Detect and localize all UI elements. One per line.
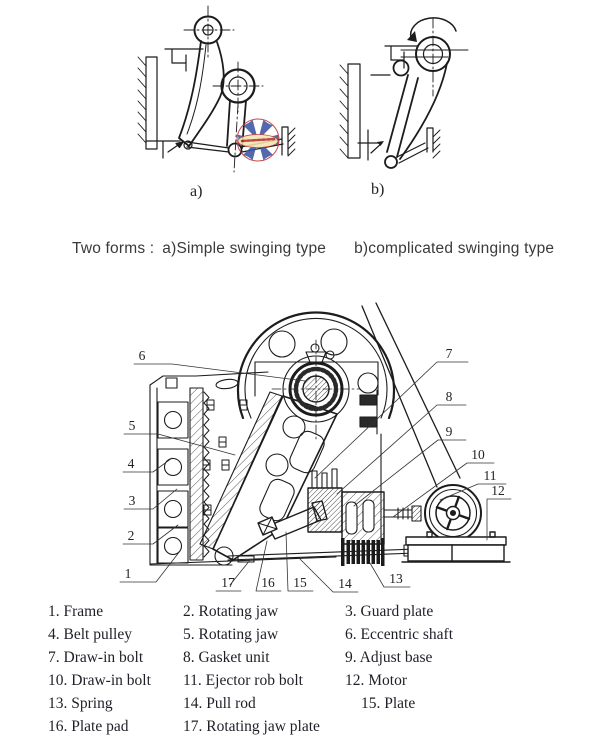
callout-8: 8 (445, 389, 453, 404)
caption-type-a: a)Simple swinging type (162, 240, 327, 257)
pivot-joint (184, 6, 234, 58)
callout-12: 12 (491, 483, 505, 498)
jaw-bolts (158, 402, 188, 563)
part-item: 14. Pull rod (183, 695, 256, 712)
callout-1: 1 (124, 566, 132, 581)
eccentric-and-rod (213, 62, 263, 172)
part-item: 2. Rotating jaw (183, 603, 279, 620)
callout-17: 17 (221, 575, 235, 590)
part-item: 4. Belt pulley (48, 626, 132, 643)
part-item: 6. Eccentric shaft (345, 626, 454, 643)
pull-rod (228, 549, 416, 560)
part-item: 9. Adjust base (345, 649, 433, 666)
part-item: 5. Rotating jaw (183, 626, 279, 643)
motor-base (402, 532, 510, 562)
callout-7: 7 (445, 346, 453, 361)
part-item: 12. Motor (345, 672, 407, 689)
part-item (345, 715, 568, 738)
fixed-wall (340, 64, 360, 158)
part-item: 17. Rotating jaw plate (183, 718, 320, 735)
callout-5: 5 (128, 418, 136, 433)
callout-6: 6 (138, 348, 146, 363)
parts-row (48, 623, 568, 646)
frame-top (150, 372, 268, 390)
caption-prefix: Two forms : (72, 240, 155, 257)
part-item: 10. Draw-in bolt (48, 672, 151, 689)
callout-13: 13 (389, 571, 403, 586)
parts-list (48, 600, 568, 738)
callout-14: 14 (338, 576, 352, 591)
part-item: 16. Plate pad (48, 718, 129, 735)
diagram-a-simple-swinging (138, 6, 295, 200)
parts-row (48, 715, 568, 738)
bottom-bracket (358, 130, 384, 160)
figure-label-b: b) (371, 181, 385, 198)
part-item: 1. Frame (48, 603, 104, 620)
spring (341, 538, 385, 566)
parts-row (48, 600, 568, 623)
draw-in-bolt-horizontal (384, 506, 421, 521)
callout-16: 16 (261, 575, 275, 590)
watermark-logo (237, 119, 279, 161)
callout-11: 11 (483, 468, 497, 483)
fixed-wall (138, 57, 157, 149)
parts-row (48, 646, 568, 669)
parts-row (48, 692, 568, 715)
diagram-b-complicated-swinging (340, 18, 468, 198)
callout-4: 4 (127, 456, 135, 471)
part-item: 8. Gasket unit (183, 649, 270, 666)
callout-3: 3 (128, 493, 136, 508)
figure-label-a: a) (190, 183, 203, 200)
swing-jaw-arm (385, 61, 447, 169)
callout-2: 2 (127, 528, 135, 543)
part-item: 13. Spring (48, 695, 113, 712)
eccentric-drive (401, 18, 468, 96)
part-item: 15. Plate (361, 695, 416, 712)
callout-9: 9 (445, 424, 453, 439)
motor-pulley (425, 485, 481, 541)
parts-row (48, 669, 568, 692)
adjust-base (308, 469, 421, 544)
part-item: 7. Draw-in bolt (48, 649, 144, 666)
part-item: 11. Ejector rob bolt (183, 672, 303, 689)
callout-15: 15 (293, 575, 307, 590)
callout-10: 10 (471, 447, 485, 462)
figure-swinging-types (0, 0, 601, 235)
frame-bottom (150, 557, 336, 564)
figure-jaw-crusher-section (0, 280, 601, 596)
caption-type-b: b)complicated swinging type (354, 240, 555, 257)
part-item: 3. Guard plate (345, 603, 434, 620)
figure-caption (0, 240, 601, 258)
toggle-anchor (282, 127, 295, 156)
